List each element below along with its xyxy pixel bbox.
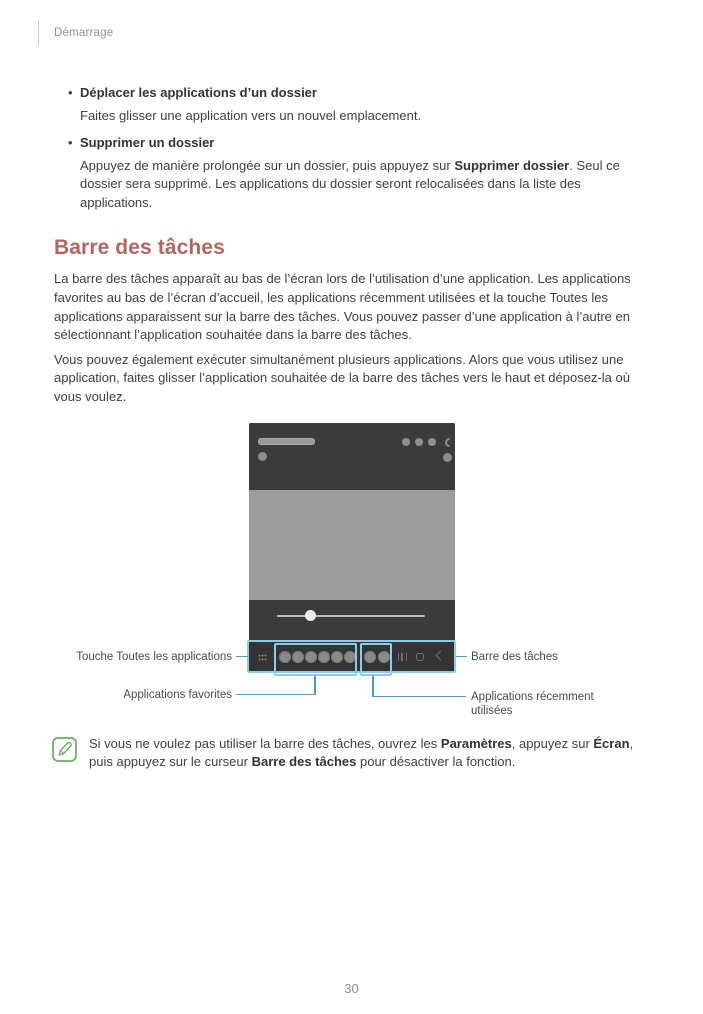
page-header xyxy=(38,20,703,46)
header-chapter-title: Démarrage xyxy=(54,27,114,39)
favorites-callout-line-v xyxy=(314,676,316,695)
bullet-body: Appuyez de manière prolongée sur un dossier, puis appuyez sur Supprimer dossier. Seul ce dossier sera supprimé. Les applications du dossier seront relocalisées dans la liste des applications. xyxy=(80,157,620,210)
callout-label-all-apps: Touche Toutes les applications xyxy=(76,650,232,663)
bullet-marker: • xyxy=(68,85,73,100)
phone-screen-mockup xyxy=(249,423,455,673)
toolbar-partial-circle-icon xyxy=(443,436,455,449)
app-content-area xyxy=(249,490,455,600)
bullet-marker: • xyxy=(68,134,73,150)
note-text: Si vous ne voulez pas utiliser la barre des tâches, ouvrez les Paramètres, appuyez sur Écran, puis appuyez sur le curseur Barre des tâches pour désactiver la fonction. xyxy=(89,735,634,770)
address-bar xyxy=(258,438,315,445)
taskbar-diagram xyxy=(0,418,703,722)
favorites-callout-box xyxy=(274,643,357,676)
toolbar-dot-icon xyxy=(428,438,436,446)
all-apps-callout-line xyxy=(236,656,248,658)
recents-callout-box xyxy=(360,643,392,676)
callout-label-favorites: Applications favorites xyxy=(123,688,232,701)
slider-track xyxy=(277,615,425,617)
page-number: 30 xyxy=(344,981,359,996)
toolbar-dot-icon xyxy=(443,453,452,462)
phone-lower-panel xyxy=(249,600,455,642)
recents-callout-line-h xyxy=(372,696,466,698)
list-item xyxy=(54,83,649,126)
callout-label-taskbar: Barre des tâches xyxy=(471,650,558,663)
recents-callout-line-v xyxy=(372,676,374,697)
list-item xyxy=(54,133,649,213)
phone-toolbar xyxy=(249,423,455,490)
bullet-title: Supprimer un dossier xyxy=(80,134,215,150)
bullet-title: Déplacer les applications d’un dossier xyxy=(80,85,317,100)
toolbar-dot-icon xyxy=(415,438,423,446)
paragraph: La barre des tâches apparaît au bas de l’écran lors de l’utilisation d’une application. Les applications favorites au bas de l’écran d’accueil, les applications récemment utilisées et la touche Toutes les applications apparaissent sur la barre des tâches. Vous pouvez passer d’une application à l’autre en sélectionnant l’application souhaitée dans la barre des tâches. xyxy=(54,271,631,343)
manual-page xyxy=(0,20,703,1014)
slider-thumb xyxy=(305,610,316,621)
section-heading: Barre des tâches xyxy=(54,236,225,260)
taskbar-callout-line xyxy=(456,656,467,658)
bullet-list xyxy=(54,83,649,212)
note-block xyxy=(52,735,649,772)
header-divider xyxy=(38,20,39,46)
toolbar-dot-icon xyxy=(258,452,267,461)
paragraph: Vous pouvez également exécuter simultanément plusieurs applications. Alors que vous utilisez une application, faites glisser l’application souhaitée de la barre des tâches vers le haut et déposez-la où vous voulez. xyxy=(54,351,630,404)
callout-label-recent: Applications récemment utilisées xyxy=(471,690,594,717)
favorites-callout-line-h xyxy=(236,694,316,696)
toolbar-dot-icon xyxy=(402,438,410,446)
note-pen-icon xyxy=(52,735,77,772)
bullet-body: Faites glisser une application vers un nouvel emplacement. xyxy=(80,108,422,123)
